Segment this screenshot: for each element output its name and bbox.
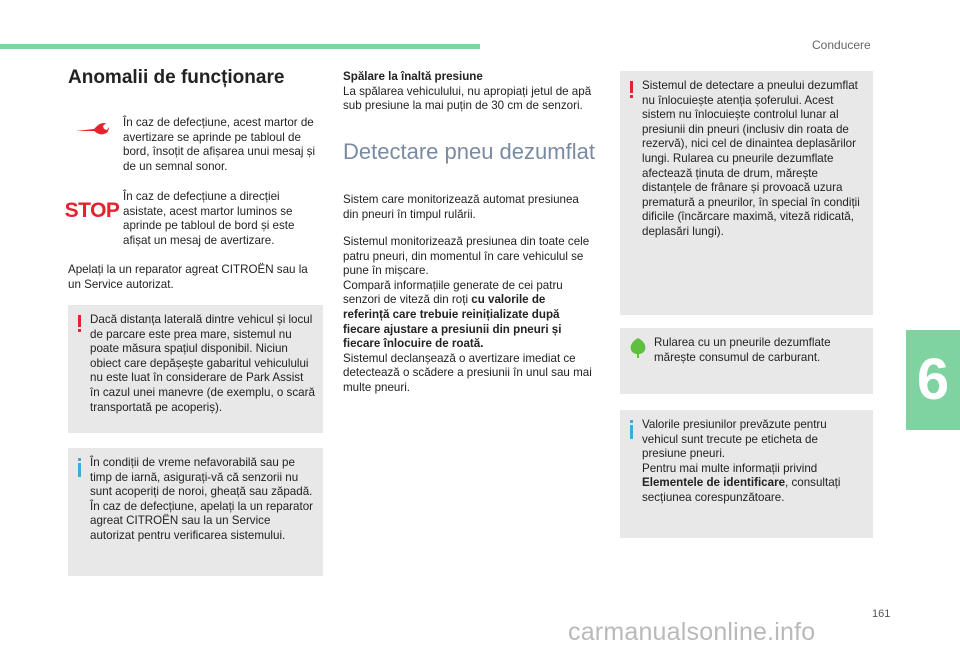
underinflation-p2-block — [343, 279, 593, 352]
section-title-underinflation: Detectare pneu dezumflat — [343, 139, 595, 164]
high-pressure-wash-text: La spălarea vehiculului, nu apropiați jetul de apă sub presiune la mai puțin de 30 cm de senzori. — [343, 84, 592, 113]
warning-lamp-item-stop — [64, 190, 323, 250]
info-note-sensors — [68, 448, 323, 576]
eco-note-text: Rularea cu un pneurile dezumflate mărește consumul de carburant. — [654, 336, 831, 364]
underinflation-p2a: Sistemul monitorizează presiunea din toate cele patru pneuri, din momentul în care vehiculul se pune în mișcare. — [343, 235, 590, 278]
eco-leaf-icon — [628, 337, 648, 359]
identification-elements-link[interactable]: Elementele de identificare — [642, 476, 786, 490]
warning-note-park-assist — [68, 305, 323, 433]
stop-lamp-text: În caz de defecțiune a direcției asistate, acest martor luminos se aprinde pe tabloul de bord și este afișat un mesaj de avertizare. — [123, 190, 295, 247]
info-pressure-a: Valorile presiunilor prevăzute pentru vehicul sunt trecute pe eticheta de presiune pneuri. — [642, 418, 827, 461]
warning-note-tyre-system — [620, 71, 873, 315]
stop-icon: STOP — [64, 199, 120, 222]
warning-note-text: Dacă distanța laterală dintre vehicul și locul de parcare este prea mare, sistemul nu poate măsura spațiul disponibil. Niciun obiect care depășește gabaritul vehiculului nu este luat în considerare de Park Assist în cazul unei manevre (de exemplu, o scară transportată pe acoperiș). — [90, 313, 315, 414]
underinflation-description — [343, 235, 593, 396]
page-number: 161 — [872, 608, 891, 620]
underinflation-intro: Sistem care monitorizează automat presiunea din pneuri în timpul rulării. — [343, 193, 579, 221]
exclamation-icon — [629, 81, 634, 99]
high-pressure-wash-title: Spălare la înaltă presiune — [343, 70, 483, 83]
chapter-tab[interactable] — [906, 330, 960, 430]
info-note-pressure-label — [620, 410, 873, 538]
service-lamp-text: În caz de defecțiune, acest martor de avertizare se aprinde pe tabloul de bord, însoțit de afișarea unui mesaj și de un semnal sonor. — [123, 116, 316, 173]
contact-service-text: Apelați la un reparator agreat CITROËN sau la un Service autorizat. — [68, 263, 308, 291]
section-title-malfunctions: Anomalii de funcționare — [68, 67, 285, 88]
header-accent-bar — [0, 44, 480, 49]
exclamation-icon — [77, 315, 82, 333]
info-icon — [77, 458, 82, 478]
chapter-number: 6 — [916, 347, 950, 412]
watermark: carmanualsonline.info — [568, 618, 816, 646]
warning-tyre-text: Sistemul de detectare a pneului dezumflat nu înlocuiește atenția șoferului. Acest sistem nu înlocuiește controlul lunar al presiunii din pneuri (inclusiv din roata de rezervă), nici cel de dinaintea deplasărilor lungi. Rularea cu pneurile dezumflate afectează ținuta de drum, mărește distanțele de frânare și provoacă uzura prematură a pneurilor, în special în condiții dificile (încărcare maximă, viteză ridicată, deplasări lungi). — [642, 79, 860, 238]
info-pressure-b: Pentru mai multe informații privind — [642, 461, 818, 475]
underinflation-p2d: Sistemul declanșează o avertizare imediat ce detectează o scădere a presiunii în unul sau mai multe pneuri. — [343, 351, 592, 394]
eco-note-consumption — [620, 328, 873, 394]
wrench-icon — [68, 122, 116, 136]
underinflation-p2b: Compară informațiile generate de cei patru senzori de viteză din roți — [343, 278, 563, 307]
info-note-text: În condiții de vreme nefavorabilă sau pe timp de iarnă, asigurați-vă că senzorii nu sunt acoperiți de noroi, gheață sau zăpadă. În caz de defecțiune, apelați la un reparator agreat CITROËN sau la un Service autorizat pentru verificarea sistemului. — [90, 456, 314, 542]
info-pressure-block — [642, 462, 865, 506]
info-icon — [629, 420, 634, 440]
high-pressure-wash — [343, 70, 593, 114]
underinflation-p2c: cu valorile de referință care trebuie reinițializate după fiecare ajustare a presiunii din pneuri și fiecare înlocuire de roată. — [343, 293, 562, 351]
section-name: Conducere — [812, 38, 871, 52]
info-pressure-d: , consultați secțiunea corespunzătoare. — [642, 476, 841, 504]
warning-lamp-item-service — [68, 116, 323, 176]
